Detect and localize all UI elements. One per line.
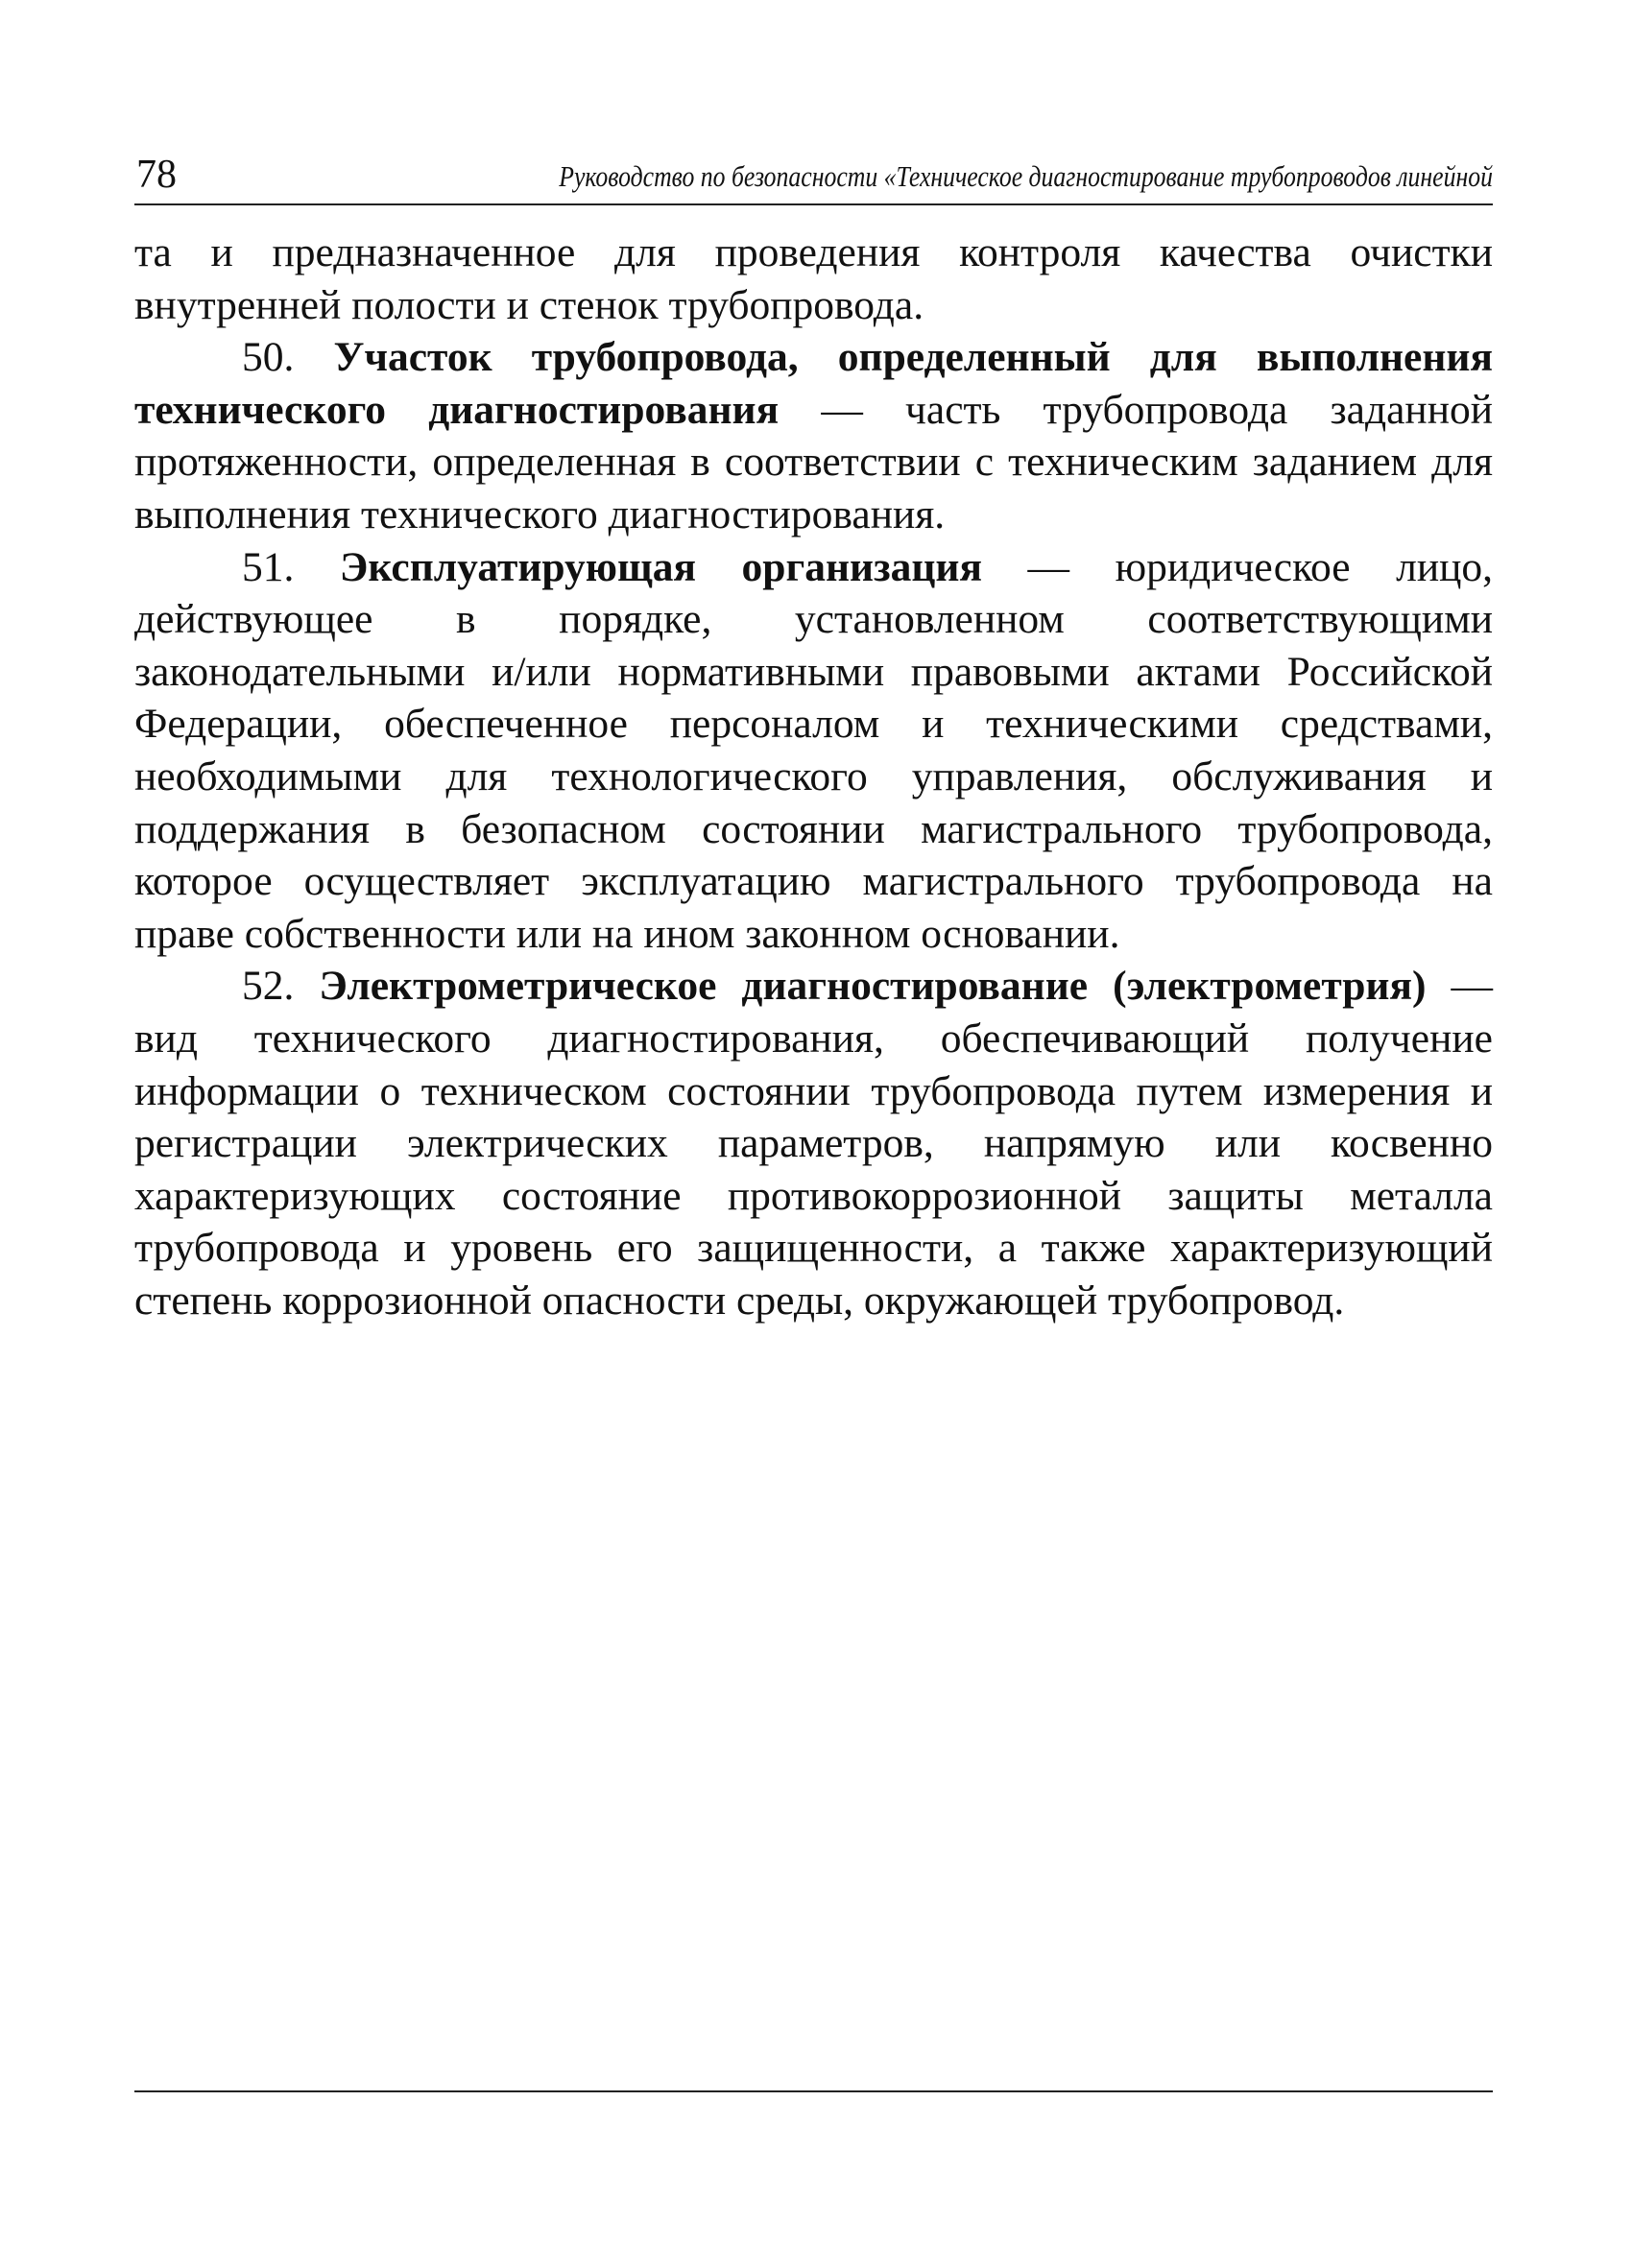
- paragraph-text: та и предназначенное для проведения контроля качества очистки внутренней полости и стенок трубопровода.: [134, 229, 1493, 328]
- definition-text: — юридическое лицо, действующее в порядке, установленном соответствующими законодательными и/или нормативными правовыми актами Российской Федерации, обеспеченное персоналом и техническими средствами, необходимыми для технологического управления, обслуживания и поддержания в безопасном состоянии магистрального трубопровода, которое осуществляет эксплуатацию магистрального трубопровода на праве собственности или на ином законном основании.: [134, 543, 1494, 957]
- defined-term: Участок трубопровода, определенный для выполнения технического диагностирования: [134, 334, 1494, 433]
- definition-text: — часть трубопровода заданной протяженности, определенная в соответствии с техническим заданием для выполнения технического диагностирования.: [134, 386, 1494, 537]
- body-text: [134, 227, 1493, 1326]
- definition-paragraph-52: [134, 960, 1493, 1326]
- item-number: 52.: [242, 963, 295, 1010]
- definition-text: — вид технического диагностирования, обеспечивающий получение информации о техническом состоянии трубопровода путем измерения и регистрации электрических параметров, напрямую или косвенно характеризующих состояние противокоррозионной защиты металла трубопровода и уровень его защищенности, а также характеризующий степень коррозионной опасности среды, окружающей трубопровод.: [134, 963, 1494, 1324]
- defined-term: Эксплуатирующая организация: [339, 543, 983, 590]
- paragraph-continuation: [134, 227, 1493, 331]
- defined-term: Электрометрическое диагностирование (электрометрия): [319, 963, 1427, 1010]
- footnote-divider: [134, 2090, 1493, 2092]
- definition-paragraph-50: [134, 331, 1493, 540]
- page-number: 78: [136, 153, 177, 197]
- definition-paragraph-51: [134, 541, 1493, 961]
- item-number: 50.: [242, 334, 295, 381]
- running-title: Руководство по безопасности «Техническое диагностирование трубопроводов линейной: [559, 159, 1493, 193]
- page-header: [134, 144, 1493, 205]
- item-number: 51.: [242, 543, 295, 590]
